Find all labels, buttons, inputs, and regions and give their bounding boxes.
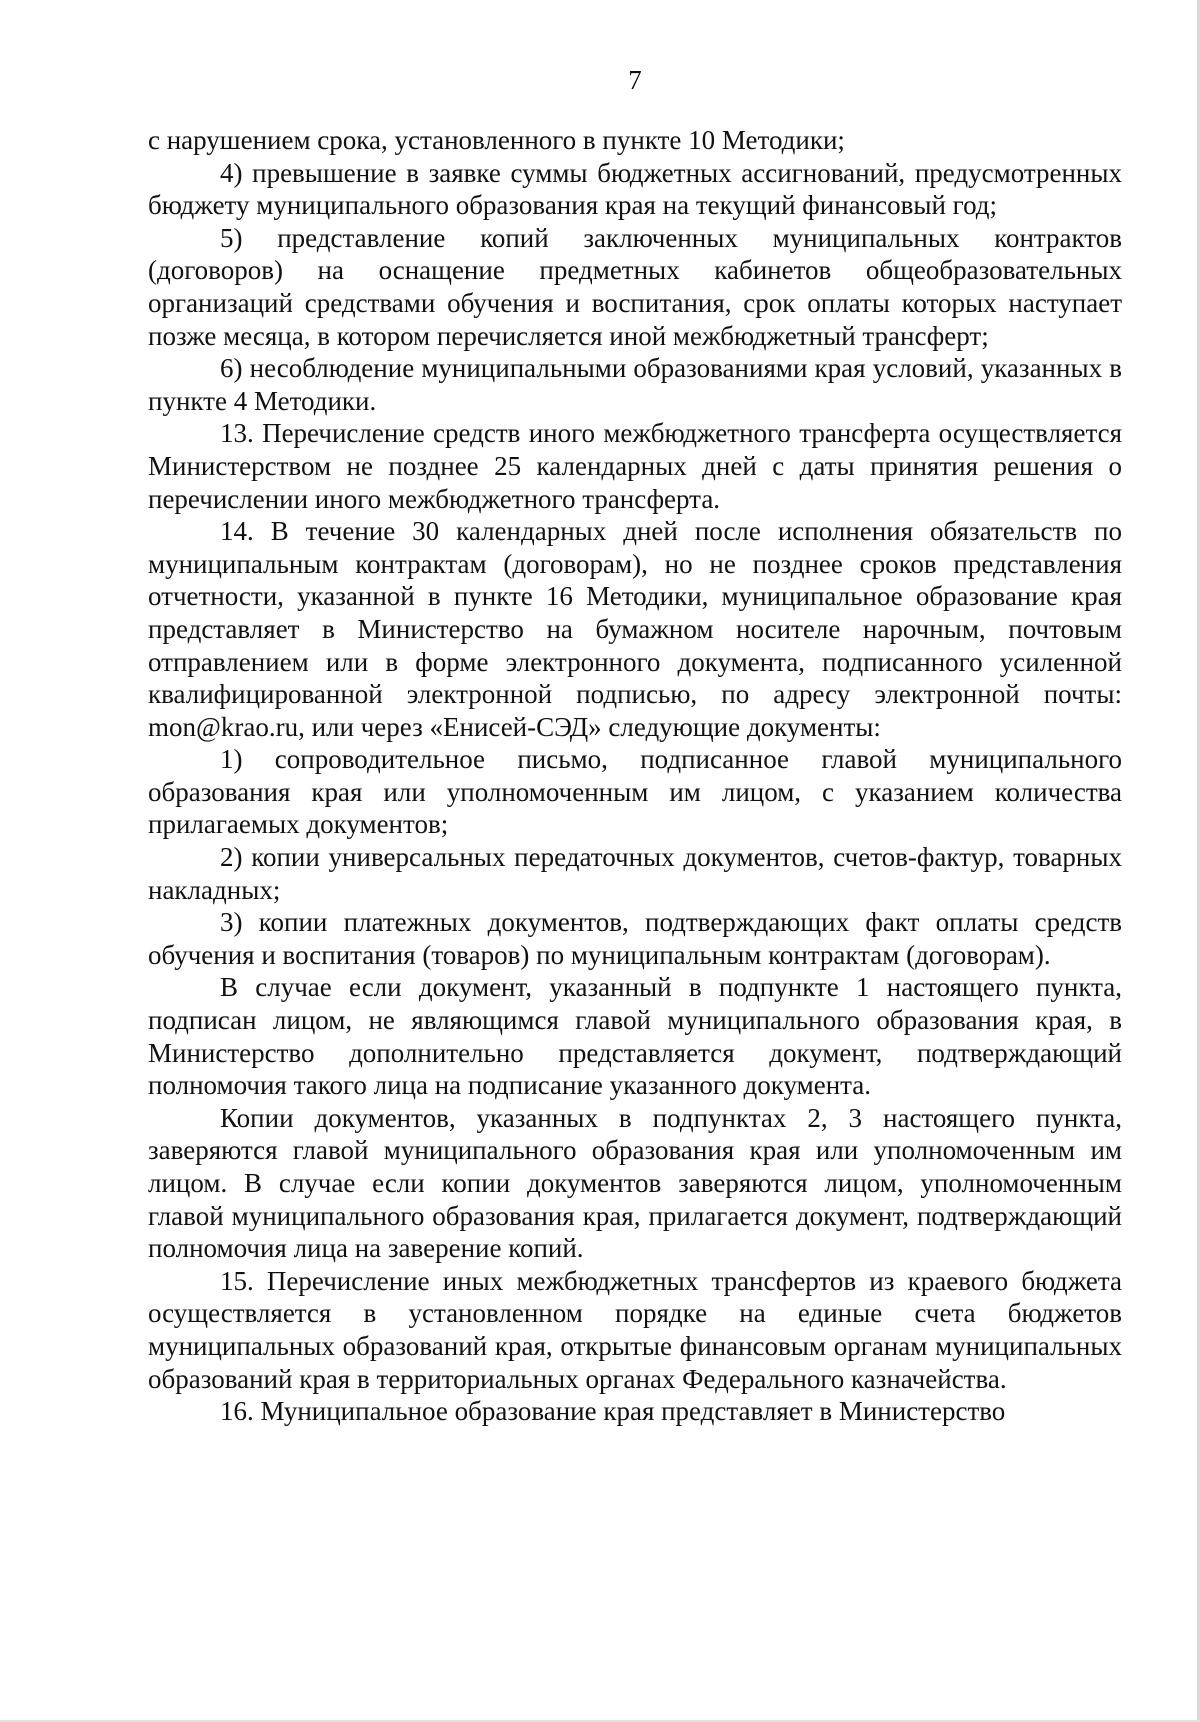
- clause-16: 16. Муниципальное образование края представляет в Министерство: [220, 1396, 1006, 1427]
- list-item-5: 5) представление копий заключенных муниципальных контрактов (договоров) на оснащение предметных кабинетов общеобразовательных организаций средствами обучения и воспитания, срок оплаты которых наступает позже месяца, в котором перечисляется иной межбюджетный трансферт;: [148, 222, 1122, 351]
- document-body: [148, 124, 1122, 1428]
- list-item-1: 1) сопроводительное письмо, подписанное главой муниципального образования края или уполномоченным им лицом, с указанием количества прилагаемых документов;: [148, 744, 1122, 840]
- list-item-2: 2) копии универсальных передаточных документов, счетов-фактур, товарных накладных;: [148, 842, 1122, 905]
- clause-15: 15. Перечисление иных межбюджетных трансфертов из краевого бюджета осуществляется в установленном порядке на единые счета бюджетов муниципальных образований края, открытые финансовым органам муниципальных образований края в территориальных органах Федерального казначейства.: [148, 1265, 1122, 1394]
- list-item-6: 6) несоблюдение муниципальными образованиями края условий, указанных в пункте 4 Методики.: [148, 353, 1122, 416]
- clause-13: 13. Перечисление средств иного межбюджетного трансферта осуществляется Министерством не позднее 25 календарных дней с даты принятия решения о перечислении иного межбюджетного трансферта.: [148, 418, 1122, 514]
- list-item-4: 4) превышение в заявке суммы бюджетных ассигнований, предусмотренных бюджету муниципального образования края на текущий финансовый год;: [148, 157, 1122, 221]
- paragraph: В случае если документ, указанный в подпункте 1 настоящего пункта, подписан лицом, не являющимся главой муниципального образования края, в Министерство дополнительно представляется документ, подтверждающий полномочия такого лица на подписание указанного документа.: [148, 972, 1122, 1101]
- clause-14: 14. В течение 30 календарных дней после исполнения обязательств по муниципальным контрактам (договорам), но не позднее сроков представления отчетности, указанной в пункте 16 Методики, муниципальное образование края представляет в Министерство на бумажном носителе нарочным, почтовым отправлением или в форме электронного документа, подписанного усиленной квалифицированной электронной подписью, по адресу электронной почты: mon@krao.ru, или через «Енисей-СЭД» следующие документы:: [148, 516, 1122, 742]
- page-number: 7: [628, 65, 642, 95]
- paragraph: с нарушением срока, установленного в пункте 10 Методики;: [148, 125, 845, 155]
- paragraph: Копии документов, указанных в подпунктах 2, 3 настоящего пункта, заверяются главой муниципального образования края или уполномоченным им лицом. В случае если копии документов заверяются лицом, уполномоченным главой муниципального образования края, прилагается документ, подтверждающий полномочия лица на заверение копий.: [148, 1102, 1122, 1264]
- list-item-3: 3) копии платежных документов, подтверждающих факт оплаты средств обучения и воспитания (товаров) по муниципальным контрактам (договорам).: [148, 907, 1122, 970]
